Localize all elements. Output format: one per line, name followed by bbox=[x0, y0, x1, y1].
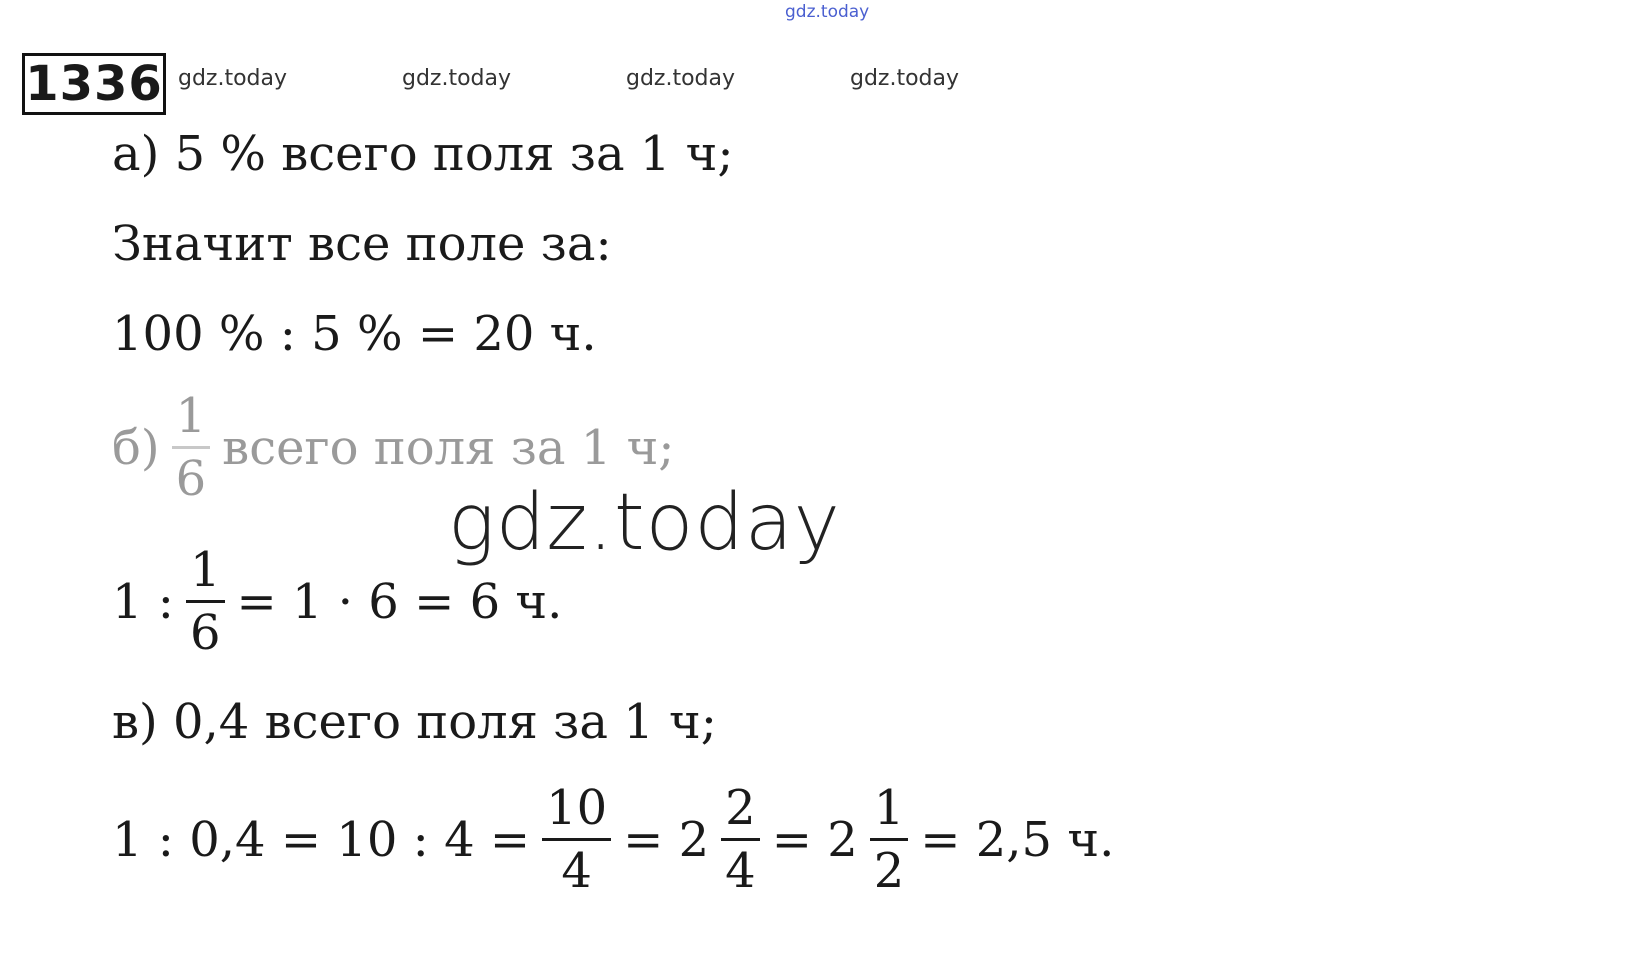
part-c-f1-denominator: 4 bbox=[561, 843, 592, 899]
part-b-calc-fraction bbox=[186, 542, 225, 661]
part-b-calc-denominator: 6 bbox=[189, 605, 221, 661]
part-b-calc bbox=[112, 542, 563, 661]
part-c-f2-numerator: 2 bbox=[725, 780, 756, 836]
part-a-line-2: Значит все поле за: bbox=[112, 216, 612, 272]
part-b-rest: всего поля за 1 ч; bbox=[222, 419, 675, 476]
part-c-fraction-2 bbox=[721, 780, 760, 899]
part-c-f3-denominator: 2 bbox=[873, 843, 905, 899]
part-c-mid-2: = 2 bbox=[771, 811, 858, 868]
part-c-fraction-1 bbox=[542, 780, 611, 899]
watermark-row-3: gdz.today bbox=[626, 66, 736, 91]
part-b-fraction-denominator: 6 bbox=[175, 451, 207, 507]
part-c-calc-end: = 2,5 ч. bbox=[920, 811, 1115, 868]
watermark-top: gdz.today bbox=[785, 2, 870, 22]
part-b-calc-start: 1 : bbox=[112, 573, 174, 630]
part-a-line-3: 100 % : 5 % = 20 ч. bbox=[112, 306, 597, 362]
part-c-calc bbox=[112, 780, 1115, 899]
part-a-line-1: а) 5 % всего поля за 1 ч; bbox=[112, 126, 734, 182]
watermark-row-1: gdz.today bbox=[178, 66, 288, 91]
part-c-calc-start: 1 : 0,4 = 10 : 4 = bbox=[112, 811, 531, 868]
part-c-f3-numerator: 1 bbox=[873, 780, 905, 836]
part-b-label: б) bbox=[112, 419, 160, 476]
part-c-f2-denominator: 4 bbox=[725, 843, 756, 899]
part-b-calc-end: = 1 · 6 = 6 ч. bbox=[236, 573, 563, 630]
part-b-calc-numerator: 1 bbox=[189, 542, 221, 598]
part-c-mid-1: = 2 bbox=[623, 811, 710, 868]
task-number: 1336 bbox=[22, 53, 166, 115]
part-c-f1-numerator: 10 bbox=[546, 780, 608, 836]
watermark-big: gdz.today bbox=[448, 478, 841, 568]
watermark-row-2: gdz.today bbox=[402, 66, 512, 91]
part-b-fraction-numerator: 1 bbox=[175, 388, 207, 444]
part-b-fraction bbox=[172, 388, 211, 507]
part-c-fraction-3 bbox=[870, 780, 909, 899]
watermark-row-4: gdz.today bbox=[850, 66, 960, 91]
part-c-line-1: в) 0,4 всего поля за 1 ч; bbox=[112, 694, 717, 750]
